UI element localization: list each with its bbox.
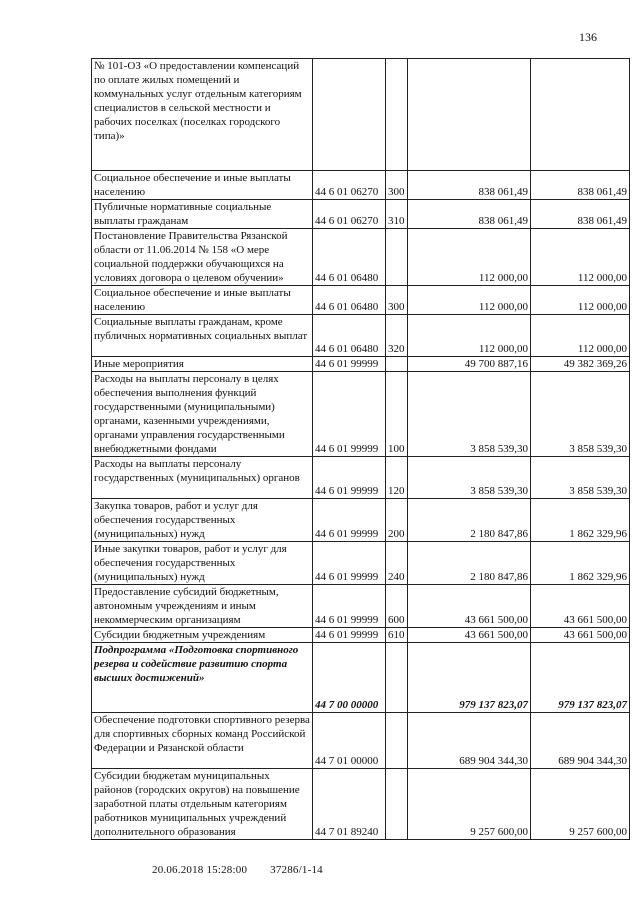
table-row: [92, 457, 630, 499]
row-type: [386, 713, 408, 769]
row-sum-approved: 838 061,49: [531, 200, 630, 229]
row-code: 44 6 01 99999: [313, 585, 386, 628]
row-code: 44 7 01 89240: [313, 769, 386, 840]
row-sum-plan: 49 700 887,16: [408, 357, 531, 372]
row-type: 310: [386, 200, 408, 229]
row-code: 44 6 01 99999: [313, 372, 386, 457]
row-sum-plan: 112 000,00: [408, 315, 531, 357]
footer-date: 20.06.2018 15:28:00: [152, 864, 248, 876]
row-name: Постановление Правительства Рязанской области от 11.06.2014 № 158 «О мере социальной поддержки обучающихся на условиях договора о целевом обучении»: [92, 229, 313, 286]
row-sum-approved: 112 000,00: [531, 315, 630, 357]
table-row: [92, 713, 630, 769]
row-sum-plan: 3 858 539,30: [408, 372, 531, 457]
row-sum-approved: 112 000,00: [531, 229, 630, 286]
row-code: 44 7 00 00000: [313, 643, 386, 713]
row-sum-plan: 43 661 500,00: [408, 585, 531, 628]
row-type: [386, 229, 408, 286]
row-sum-approved: 43 661 500,00: [531, 628, 630, 643]
row-sum-plan: 979 137 823,07: [408, 643, 531, 713]
row-name: Социальное обеспечение и иные выплаты населению: [92, 286, 313, 315]
row-type: 600: [386, 585, 408, 628]
row-sum-approved: 1 862 329,96: [531, 542, 630, 585]
row-code: 44 6 01 99999: [313, 628, 386, 643]
row-type: 300: [386, 171, 408, 200]
row-sum-approved: 3 858 539,30: [531, 372, 630, 457]
row-type: 100: [386, 372, 408, 457]
row-code: 44 6 01 99999: [313, 542, 386, 585]
row-name: Закупка товаров, работ и услуг для обеспечения государственных (муниципальных) нужд: [92, 499, 313, 542]
row-name: Субсидии бюджетным учреждениям: [92, 628, 313, 643]
row-type: [386, 769, 408, 840]
row-name: Иные закупки товаров, работ и услуг для обеспечения государственных (муниципальных) нужд: [92, 542, 313, 585]
row-sum-plan: [408, 59, 531, 171]
row-name: Публичные нормативные социальные выплаты гражданам: [92, 200, 313, 229]
footer: [152, 864, 323, 876]
table-row: [92, 628, 630, 643]
row-sum-approved: 112 000,00: [531, 286, 630, 315]
row-sum-plan: 689 904 344,30: [408, 713, 531, 769]
table-row: [92, 585, 630, 628]
row-name: № 101-ОЗ «О предоставлении компенсаций по оплате жилых помещений и коммунальных услуг отдельным категориям специалистов в сельской местности и рабочих поселках (поселках городского типа)»: [92, 59, 313, 171]
row-type: 240: [386, 542, 408, 585]
row-name: Субсидии бюджетам муниципальных районов (городских округов) на повышение заработной платы отдельным категориям работников муниципальных учреждений дополнительного образования: [92, 769, 313, 840]
row-type: 200: [386, 499, 408, 542]
row-sum-plan: 838 061,49: [408, 171, 531, 200]
row-name: Расходы на выплаты персоналу в целях обеспечения выполнения функций государственными (муниципальными) органами, казенными учреждениями, органами управления государственными внебюджетными фондами: [92, 372, 313, 457]
row-code: 44 6 01 99999: [313, 499, 386, 542]
row-code: 44 6 01 06270: [313, 171, 386, 200]
page-number: 136: [579, 30, 597, 44]
row-code: [313, 59, 386, 171]
row-sum-approved: 979 137 823,07: [531, 643, 630, 713]
table-row: [92, 769, 630, 840]
table-row: [92, 542, 630, 585]
row-type: [386, 643, 408, 713]
table-row: [92, 171, 630, 200]
row-name: Предоставление субсидий бюджетным, автономным учреждениям и иным некоммерческим организациям: [92, 585, 313, 628]
row-type: [386, 357, 408, 372]
row-name: Социальные выплаты гражданам, кроме публичных нормативных социальных выплат: [92, 315, 313, 357]
row-sum-approved: 838 061,49: [531, 171, 630, 200]
row-sum-plan: 2 180 847,86: [408, 542, 531, 585]
row-name: Подпрограмма «Подготовка спортивного резерва и содействие развитию спорта высших достижений»: [92, 643, 313, 713]
table-row: [92, 229, 630, 286]
row-name: Расходы на выплаты персоналу государственных (муниципальных) органов: [92, 457, 313, 499]
row-name: Социальное обеспечение и иные выплаты населению: [92, 171, 313, 200]
row-code: 44 6 01 06480: [313, 286, 386, 315]
row-sum-approved: 9 257 600,00: [531, 769, 630, 840]
table-row: [92, 357, 630, 372]
row-sum-approved: 689 904 344,30: [531, 713, 630, 769]
row-name: Иные мероприятия: [92, 357, 313, 372]
table-row: [92, 315, 630, 357]
budget-table: [91, 58, 630, 840]
row-type: 320: [386, 315, 408, 357]
row-type: 610: [386, 628, 408, 643]
row-name: Обеспечение подготовки спортивного резерва для спортивных сборных команд Российской Федерации и Рязанской области: [92, 713, 313, 769]
row-code: 44 7 01 00000: [313, 713, 386, 769]
row-type: 120: [386, 457, 408, 499]
row-sum-approved: 49 382 369,26: [531, 357, 630, 372]
footer-doc-id: 37286/1-14: [270, 864, 323, 876]
row-sum-approved: 3 858 539,30: [531, 457, 630, 499]
row-sum-plan: 3 858 539,30: [408, 457, 531, 499]
row-sum-approved: [531, 59, 630, 171]
row-type: [386, 59, 408, 171]
table-row: [92, 499, 630, 542]
table-row: [92, 372, 630, 457]
row-sum-plan: 112 000,00: [408, 229, 531, 286]
row-sum-plan: 43 661 500,00: [408, 628, 531, 643]
row-code: 44 6 01 06480: [313, 315, 386, 357]
row-code: 44 6 01 06480: [313, 229, 386, 286]
table-body: [92, 59, 630, 840]
row-type: 300: [386, 286, 408, 315]
row-sum-plan: 9 257 600,00: [408, 769, 531, 840]
row-sum-approved: 43 661 500,00: [531, 585, 630, 628]
table-row: [92, 286, 630, 315]
row-sum-plan: 838 061,49: [408, 200, 531, 229]
row-sum-approved: 1 862 329,96: [531, 499, 630, 542]
row-sum-plan: 2 180 847,86: [408, 499, 531, 542]
table-row: [92, 200, 630, 229]
table-row: [92, 643, 630, 713]
row-code: 44 6 01 99999: [313, 457, 386, 499]
table-row: [92, 59, 630, 171]
row-sum-plan: 112 000,00: [408, 286, 531, 315]
row-code: 44 6 01 99999: [313, 357, 386, 372]
row-code: 44 6 01 06270: [313, 200, 386, 229]
